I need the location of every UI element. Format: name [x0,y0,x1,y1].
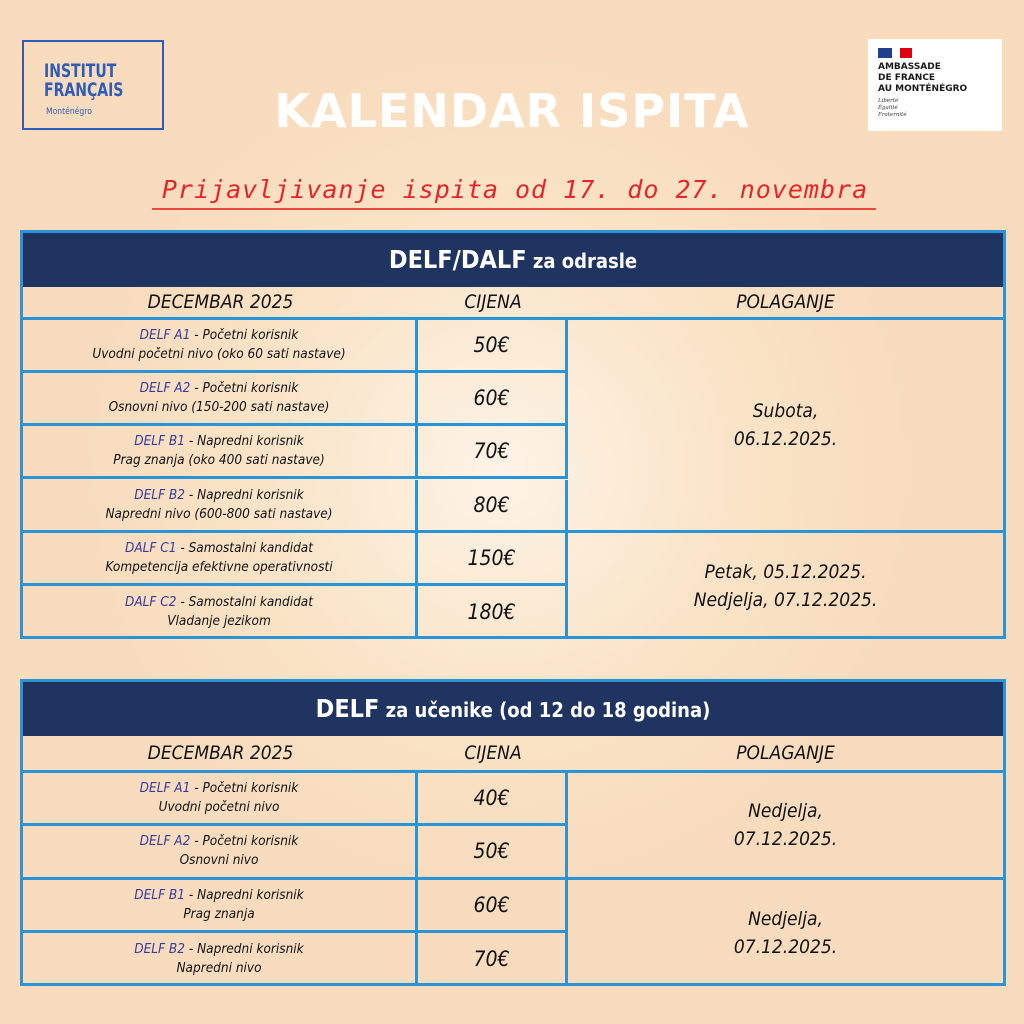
column-header-exam-date: POLAGANJE [736,742,835,764]
adults-table-header [23,233,1003,287]
exam-user-type: - Napredni korisnik [184,486,304,503]
column-header-price: CIJENA [464,742,522,764]
exam-detail: Prag znanja [183,905,255,922]
exam-title-line [23,486,415,505]
exam-date-line: 07.12.2025. [733,935,838,958]
exam-detail: Prag znanja (oko 400 sati nastave) [113,452,325,469]
exam-user-type: - Samostalni kandidat [176,594,313,611]
exam-title-line [23,379,415,398]
exam-price: 60€ [418,373,568,426]
exam-user-type: - Početni korisnik [190,833,299,850]
exam-price: 70€ [418,426,568,479]
ambassade-line: AMBASSADE [878,62,941,72]
exam-price: 150€ [418,533,568,586]
exam-title-line [23,326,415,345]
exam-user-type: - Početni korisnik [190,327,299,344]
column-header-exam-date: POLAGANJE [736,291,835,313]
exam-date-line: Subota, [752,399,819,422]
exam-user-type: - Napredni korisnik [184,433,304,450]
students-table-header [23,682,1003,736]
column-header-price: CIJENA [464,291,522,313]
exam-description-cell [23,880,418,933]
exam-description-cell [23,826,418,879]
exam-level: DELF B2 [134,486,185,503]
adults-column-header [23,287,1003,320]
exam-detail: Uvodni početni nivo [158,799,280,816]
exam-user-type: - Samostalni kandidat [176,539,313,556]
exam-date-line: Petak, 05.12.2025. [704,560,867,583]
exam-level: DELF A1 [139,327,191,344]
exam-description-cell [23,320,418,373]
exam-price: 40€ [418,773,568,826]
table-title-bold: DELF/DALF [388,245,527,274]
exam-detail: Napredni nivo [176,960,262,977]
exam-description-cell [23,533,418,586]
exam-title-line [23,832,415,851]
registration-subtitle: Prijavljivanje ispita od 17. do 27. novembra [161,175,869,204]
exam-date-line: 07.12.2025. [733,827,838,850]
exam-description-cell [23,773,418,826]
logo-line-1: INSTITUT [44,60,117,82]
table-title-rest: za odrasle [526,249,638,273]
logo-line-3: Monténégro [46,107,92,117]
exam-date-line: Nedjelja, [748,907,823,930]
exam-user-type: - Početni korisnik [190,780,299,797]
students-table [20,679,1006,986]
exam-level: DELF B2 [134,941,185,958]
exam-date-cell [568,320,1003,533]
exam-price: 80€ [418,480,568,533]
exam-level: DELF A2 [139,380,191,397]
exam-price: 180€ [418,586,568,639]
exam-level: DALF C2 [124,594,177,611]
exam-detail: Napredni nivo (600-800 sati nastave) [105,505,333,522]
exam-detail: Osnovni nivo [179,852,259,869]
table-title-bold: DELF [315,694,380,723]
exam-user-type: - Napredni korisnik [184,886,304,903]
adults-table-body [23,320,1003,639]
subtitle-underline [152,208,876,210]
motto-line: Liberté [878,98,899,104]
exam-detail: Uvodni početni nivo (oko 60 sati nastave) [92,346,346,363]
exam-description-cell [23,426,418,479]
exam-date-cell [568,773,1003,880]
ambassade-line: DE FRANCE [878,73,936,83]
exam-date-cell [568,533,1003,639]
exam-title-line [23,940,415,959]
exam-user-type: - Napredni korisnik [184,941,304,958]
exam-level: DELF B1 [134,886,185,903]
column-header-month: DECEMBAR 2025 [147,291,294,313]
exam-level: DELF B1 [134,433,185,450]
exam-level: DELF A2 [139,833,191,850]
exam-level: DELF A1 [139,780,191,797]
exam-description-cell [23,480,418,533]
adults-table [20,230,1006,639]
logo-line-2: FRANÇAIS [44,79,124,101]
exam-date-line: Nedjelja, 07.12.2025. [693,588,878,611]
exam-date-line: 06.12.2025. [733,427,838,450]
exam-price: 50€ [418,320,568,373]
page-title: KALENDAR ISPITA [274,84,750,138]
exam-title-line [23,593,415,612]
exam-detail: Kompetencija efektivne operativnosti [105,558,333,575]
exam-date-cell [568,880,1003,987]
exam-detail: Osnovni nivo (150-200 sati nastave) [108,399,330,416]
exam-description-cell [23,586,418,639]
students-table-body [23,773,1003,986]
exam-price: 50€ [418,826,568,879]
exam-date-line: Nedjelja, [748,799,823,822]
exam-description-cell [23,373,418,426]
exam-price: 70€ [418,933,568,986]
exam-detail: Vladanje jezikom [167,613,271,630]
exam-user-type: - Početni korisnik [190,380,299,397]
french-flag-icon [878,48,912,58]
ambassade-line: AU MONTÉNÉGRO [878,84,968,94]
exam-title-line [23,539,415,558]
exam-title-line [23,779,415,798]
exam-description-cell [23,933,418,986]
exam-level: DALF C1 [124,539,177,556]
students-column-header [23,736,1003,773]
exam-title-line [23,886,415,905]
motto-line: Fraternité [878,112,907,118]
table-title-rest: za učenike (od 12 do 18 godina) [379,698,711,722]
exam-price: 60€ [418,880,568,933]
exam-title-line [23,432,415,451]
column-header-month: DECEMBAR 2025 [147,742,294,764]
motto-line: Égalité [878,105,898,111]
